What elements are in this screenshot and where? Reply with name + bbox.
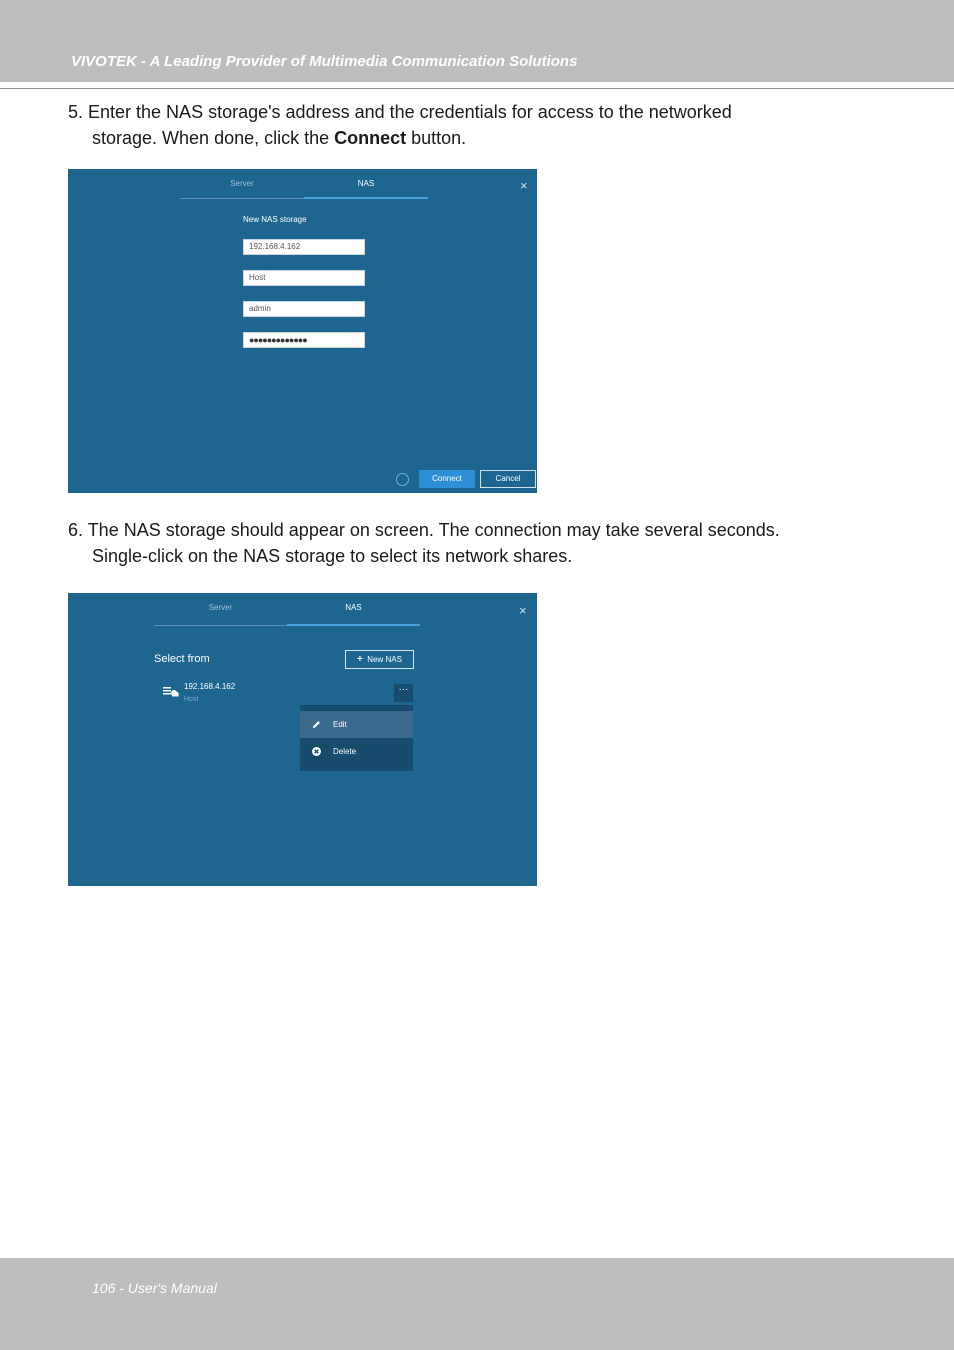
nas-storage-icon	[163, 687, 179, 697]
close-icon[interactable]: ×	[520, 178, 528, 193]
nas-form-screenshot	[68, 169, 537, 493]
step-5-connect-bold: Connect	[334, 128, 407, 148]
page-footer	[0, 1258, 954, 1350]
new-nas-label: New NAS	[367, 655, 402, 664]
nas-username-input[interactable]: admin	[243, 301, 365, 317]
connect-button[interactable]: Connect	[419, 470, 475, 488]
tab-server-underline	[180, 198, 304, 199]
step-6-line1: 6. The NAS storage should appear on screen. The connection may take several seconds.	[68, 520, 780, 540]
nas-item-host: Host	[184, 696, 199, 703]
nas-list-screenshot	[68, 593, 537, 886]
step-5-line2-end: button.	[406, 128, 467, 148]
nas-host-input[interactable]: Host	[243, 270, 365, 286]
pencil-icon	[312, 720, 321, 729]
tab-server[interactable]: Server	[208, 603, 233, 612]
step-5-line2-start: storage. When done, click the	[92, 128, 335, 148]
step-6-text	[68, 517, 888, 569]
nas-password-input[interactable]: ●●●●●●●●●●●●●	[243, 332, 365, 348]
delete-circle-icon	[312, 747, 321, 756]
header-divider	[0, 88, 954, 89]
step-5-text	[68, 99, 888, 151]
footer-page-number: 106 - User's Manual	[92, 1280, 217, 1296]
more-options-icon[interactable]: ···	[394, 684, 413, 702]
nas-item-ip[interactable]: 192.168.4.162	[184, 682, 236, 691]
step-5-line2	[68, 125, 888, 151]
step-6-line2: Single-click on the NAS storage to select its network shares.	[92, 546, 573, 566]
menu-item-edit[interactable]	[300, 711, 413, 738]
menu-edit-label: Edit	[333, 720, 347, 729]
new-nas-storage-label: New NAS storage	[243, 215, 307, 224]
menu-item-delete[interactable]	[300, 738, 413, 765]
page-header	[0, 0, 954, 82]
tab-nas-underline	[304, 197, 428, 199]
select-from-label: Select from	[154, 653, 210, 665]
cancel-button[interactable]: Cancel	[480, 470, 536, 488]
new-nas-button[interactable]	[345, 650, 414, 669]
tab-server-underline	[154, 625, 287, 626]
nas-address-input[interactable]: 192.168.4.162	[243, 239, 365, 255]
close-icon[interactable]: ×	[519, 603, 527, 618]
step-5-line1: 5. Enter the NAS storage's address and the credentials for access to the networked	[68, 102, 732, 122]
tab-nas[interactable]: NAS	[345, 603, 362, 612]
menu-delete-label: Delete	[333, 747, 357, 756]
plus-icon: +	[357, 654, 363, 665]
tab-server[interactable]: Server	[230, 179, 254, 188]
context-menu	[300, 705, 413, 771]
tab-nas[interactable]: NAS	[357, 179, 375, 188]
tab-nas-underline	[287, 624, 420, 626]
header-title: VIVOTEK - A Leading Provider of Multimedia Communication Solutions	[71, 53, 578, 70]
loading-spinner-icon	[396, 473, 409, 486]
